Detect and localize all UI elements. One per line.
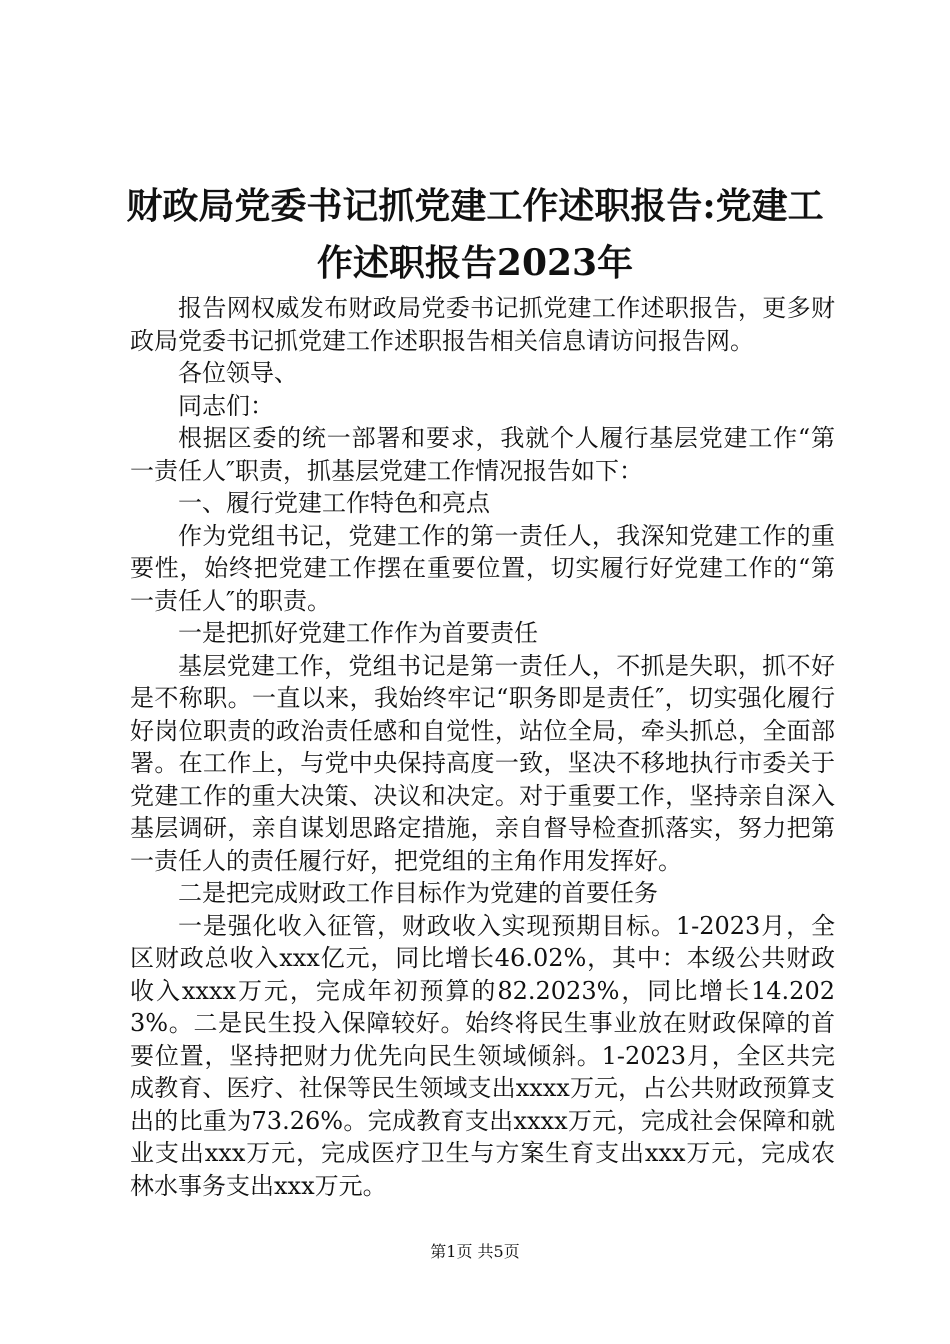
section-heading-1: 一、履行党建工作特色和亮点 bbox=[178, 489, 490, 517]
paragraph-salutation-1: 各位领导、 bbox=[178, 359, 298, 387]
subheading-1: 一是把抓好党建工作作为首要责任 bbox=[178, 619, 538, 647]
paragraph-body: 一是强化收入征管，财政收入实现预期目标。1-2023月，全区财政总收入xxx亿元，同比增长46.02%，其中：本级公共财政收入xxxx万元，完成年初预算的82.2023%，同比增长14.2023%。二是民生投入保障较好。始终将民生事业放在财政保障的首要位置，坚持把财力优先向民生领域倾斜。1-2023月，全区共完成教育、医疗、社保等民生领域支出xxxx万元，占公共财政预算支出的比重为73.26%。完成教育支出xxxx万元，完成社会保障和就业支出xxx万元，完成医疗卫生与方案生育支出xxx万元，完成农林水事务支出xxx万元。 bbox=[130, 911, 835, 1200]
title-line-2: 作述职报告2023年 bbox=[316, 242, 634, 284]
paragraph-body: 作为党组书记，党建工作的第一责任人，我深知党建工作的重要性，始终把党建工作摆在重要位置，切实履行好党建工作的“第一责任人″的职责。 bbox=[130, 521, 835, 615]
document-body bbox=[130, 292, 835, 1202]
paragraph-intro: 报告网权威发布财政局党委书记抓党建工作述职报告，更多财政局党委书记抓党建工作述职报告相关信息请访问报告网。 bbox=[130, 294, 835, 355]
paragraph-opening: 根据区委的统一部署和要求，我就个人履行基层党建工作“第一责任人″职责，抓基层党建工作情况报告如下： bbox=[130, 424, 835, 485]
paragraph-body: 基层党建工作，党组书记是第一责任人，不抓是失职，抓不好是不称职。一直以来，我始终牢记“职务即是责任″，切实强化履行好岗位职责的政治责任感和自觉性，站位全局，牵头抓总，全面部署。在工作上，与党中央保持高度一致，坚决不移地执行市委关于党建工作的重大决策、决议和决定。对于重要工作，坚持亲自深入基层调研，亲自谋划思路定措施，亲自督导检查抓落实，努力把第一责任人的责任履行好，把党组的主角作用发挥好。 bbox=[130, 651, 835, 875]
page-footer: 第1页 共5页 bbox=[430, 1242, 520, 1261]
title-line-1: 财政局党委书记抓党建工作述职报告:党建工 bbox=[126, 185, 824, 227]
subheading-2: 二是把完成财政工作目标作为党建的首要任务 bbox=[178, 879, 658, 907]
document-title bbox=[120, 178, 830, 292]
paragraph-salutation-2: 同志们： bbox=[178, 391, 274, 420]
